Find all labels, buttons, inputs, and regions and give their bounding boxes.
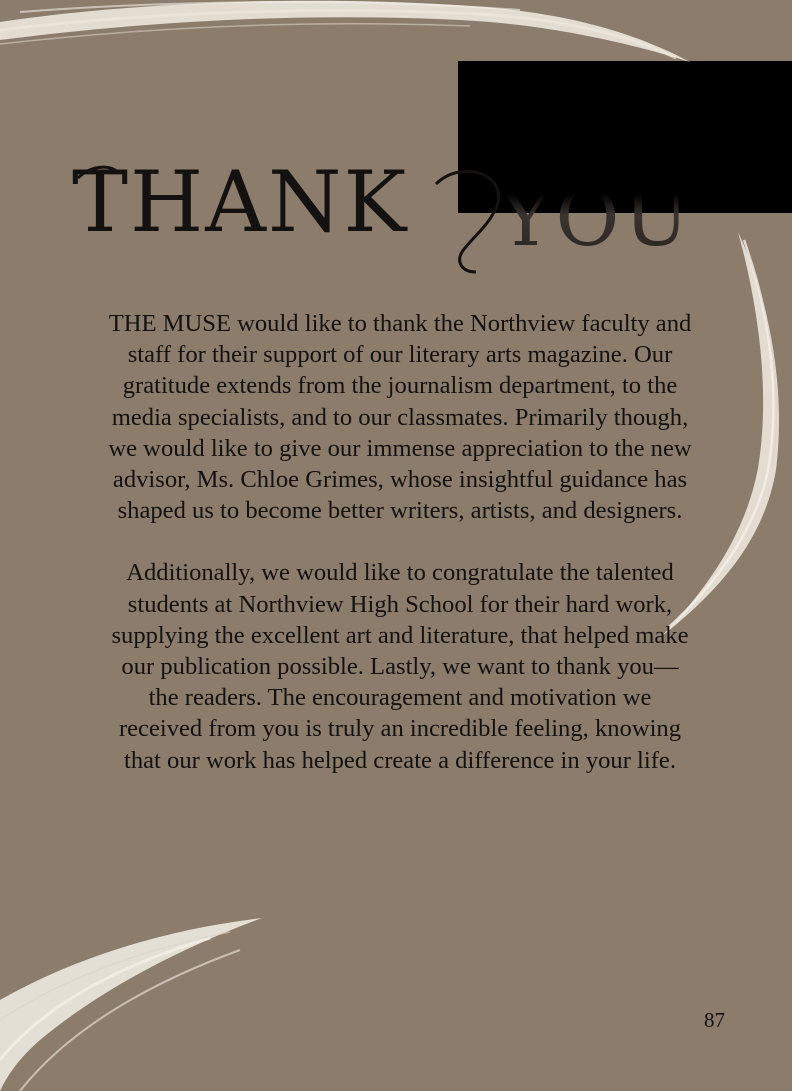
title-you: YOU bbox=[500, 174, 694, 264]
page-number: 87 bbox=[704, 1008, 725, 1032]
title-thank: THANK bbox=[72, 153, 409, 251]
paragraph-congratulations: Additionally, we would like to congratulate the talented students at Northview High School for their hard work, supplying the excellent art and literature, that helped make our publication possible. Lastly, we want to thank you— the readers. The encouragement and motivation we received from you is truly an incredible feeling, knowing that our work has helped create a difference in your life. bbox=[111, 559, 689, 774]
title bbox=[0, 0, 792, 290]
title-swash-flourish bbox=[0, 0, 792, 290]
body-text bbox=[108, 308, 692, 776]
paragraph-thanks: THE MUSE would like to thank the Northview faculty and staff for their support of our literary arts magazine. Our gratitude extends from the journalism department, to the media specialists, and to our classmates. Primarily though, we would like to give our immense appreciation to the new advisor, Ms. Chloe Grimes, whose insightful guidance has shaped us to become better writers, artists, and designers. bbox=[108, 310, 692, 525]
bottom-left-brush-stroke bbox=[0, 918, 262, 1091]
